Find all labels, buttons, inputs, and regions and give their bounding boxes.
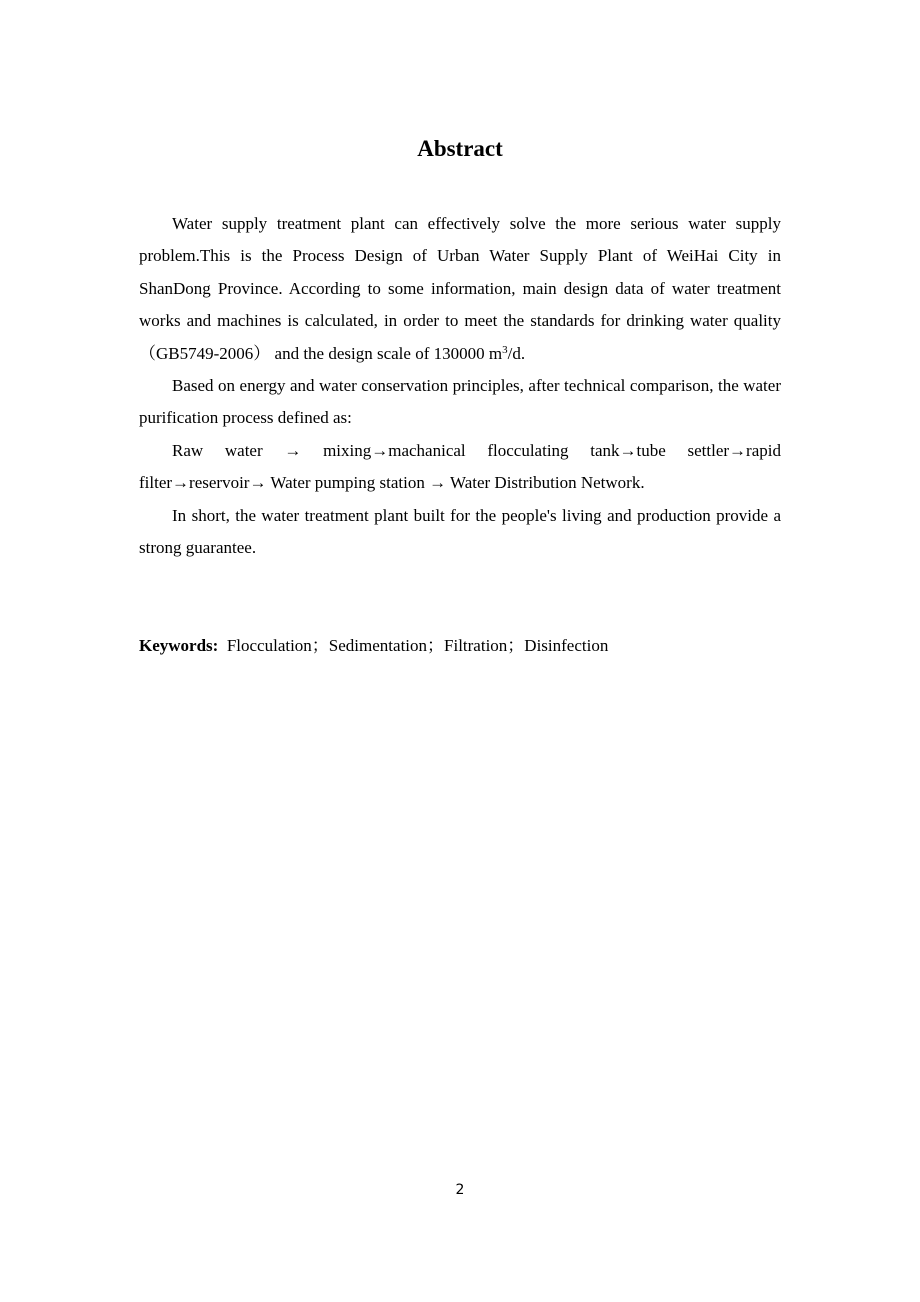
abstract-body	[139, 208, 781, 564]
page-number: 2	[455, 1182, 465, 1198]
paragraph-principles: Based on energy and water conservation principles, after technical comparison, the water purification process defined as:	[139, 376, 781, 428]
paragraph-conclusion: In short, the water treatment plant built for the people's living and production provide a strong guarantee.	[139, 505, 781, 558]
paragraph-intro-text: Water supply treatment plant can effectively solve the more serious water supply problem.This is the Process Design of Urban Water Supply Plant of WeiHai City in ShanDong Province. According to some information, main design data of water treatment works and machines is calculated, in order to meet the standards for drinking water quality （GB5749-2006） and the design scale of 130000 m	[139, 214, 781, 363]
keywords-line	[139, 630, 781, 662]
paragraph-intro-unit: /d.	[507, 343, 526, 363]
paragraph-intro	[139, 208, 781, 370]
keywords-value: Flocculation；Sedimentation；Filtration；Disinfection	[226, 636, 609, 655]
page-title: Abstract	[417, 136, 503, 161]
superscript-exponent: 3	[502, 343, 508, 356]
paragraph-process: Raw water → mixing→machanical flocculating tank→tube settler→rapid filter→reservoir→ Water pumping station → Water Distribution Network.	[139, 440, 781, 493]
keywords-label: Keywords:	[139, 636, 219, 655]
